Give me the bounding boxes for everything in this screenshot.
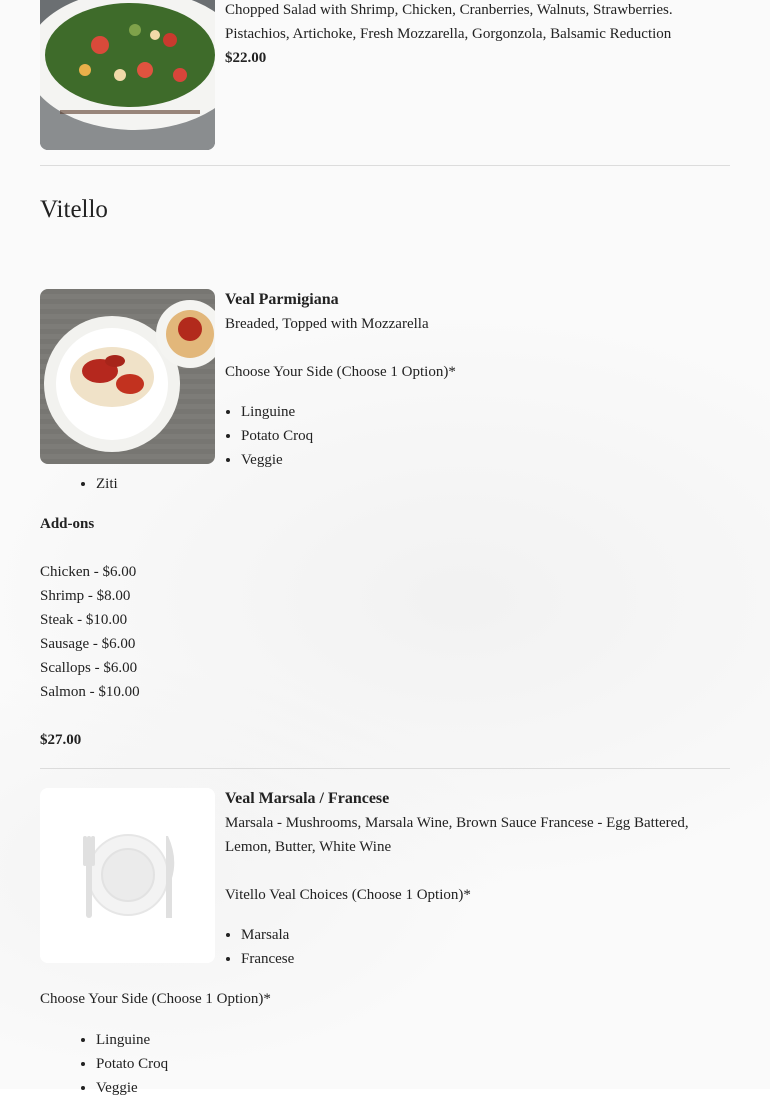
veal-choice-marsala[interactable]: • Marsala <box>241 923 730 947</box>
veal-parmigiana-info <box>225 288 730 472</box>
salad-price: $22.00 <box>225 50 267 66</box>
veal-marsala-title: Veal Marsala / Francese <box>225 790 390 807</box>
side-options-list <box>80 1028 168 1100</box>
addons-label: Add-ons <box>40 516 95 532</box>
side-option-ziti[interactable]: • Ziti <box>96 472 118 496</box>
plate-fork-knife-icon <box>40 788 215 963</box>
addon-shrimp[interactable]: Shrimp - $8.00 <box>40 588 131 604</box>
veal-marsala-description: Marsala - Mushrooms, Marsala Wine, Brown Sauce Francese - Egg Battered, Lemon, Butter, White Wine <box>225 815 689 855</box>
veal-choice-options-list <box>225 923 730 971</box>
side-option-potato-croq[interactable]: • Potato Croq <box>96 1052 168 1076</box>
veal-parmigiana-description: Breaded, Topped with Mozzarella <box>225 316 429 332</box>
divider <box>40 165 730 166</box>
section-title: Vitello <box>40 196 108 223</box>
veal-marsala-placeholder-photo[interactable] <box>40 788 215 963</box>
addon-salmon[interactable]: Salmon - $10.00 <box>40 684 140 700</box>
addon-scallops[interactable]: Scallops - $6.00 <box>40 660 138 676</box>
salad-info <box>225 0 730 70</box>
side-option-veggie[interactable]: • Veggie <box>96 1076 168 1100</box>
side-option-potato-croq[interactable]: • Potato Croq <box>241 424 730 448</box>
veal-parmigiana-photo[interactable] <box>40 289 215 464</box>
veal-choice-francese[interactable]: • Francese <box>241 947 730 971</box>
veal-choice-label: Vitello Veal Choices (Choose 1 Option)* <box>225 887 471 903</box>
menu-list <box>40 0 730 1096</box>
side-option-linguine[interactable]: • Linguine <box>241 400 730 424</box>
veal-parmigiana-price: $27.00 <box>40 732 82 748</box>
addons-list <box>40 560 140 704</box>
salad-description: Chopped Salad with Shrimp, Chicken, Cranberries, Walnuts, Strawberries. Pistachios, Artichoke, Fresh Mozzarella, Gorgonzola, Balsamic Reduction <box>225 2 673 42</box>
side-option-linguine[interactable]: • Linguine <box>96 1028 168 1052</box>
salad-photo[interactable] <box>40 0 215 150</box>
addon-chicken[interactable]: Chicken - $6.00 <box>40 564 137 580</box>
addon-steak[interactable]: Steak - $10.00 <box>40 612 128 628</box>
veal-marsala-info <box>225 787 730 971</box>
divider <box>40 768 730 769</box>
veal-parmigiana-title: Veal Parmigiana <box>225 291 339 308</box>
side-option-veggie[interactable]: • Veggie <box>241 448 730 472</box>
side-options-overflow <box>80 472 118 496</box>
side-options-list <box>225 400 730 472</box>
side-choice-label: Choose Your Side (Choose 1 Option)* <box>225 364 456 380</box>
side-choice-label: Choose Your Side (Choose 1 Option)* <box>40 991 271 1007</box>
addon-sausage[interactable]: Sausage - $6.00 <box>40 636 136 652</box>
